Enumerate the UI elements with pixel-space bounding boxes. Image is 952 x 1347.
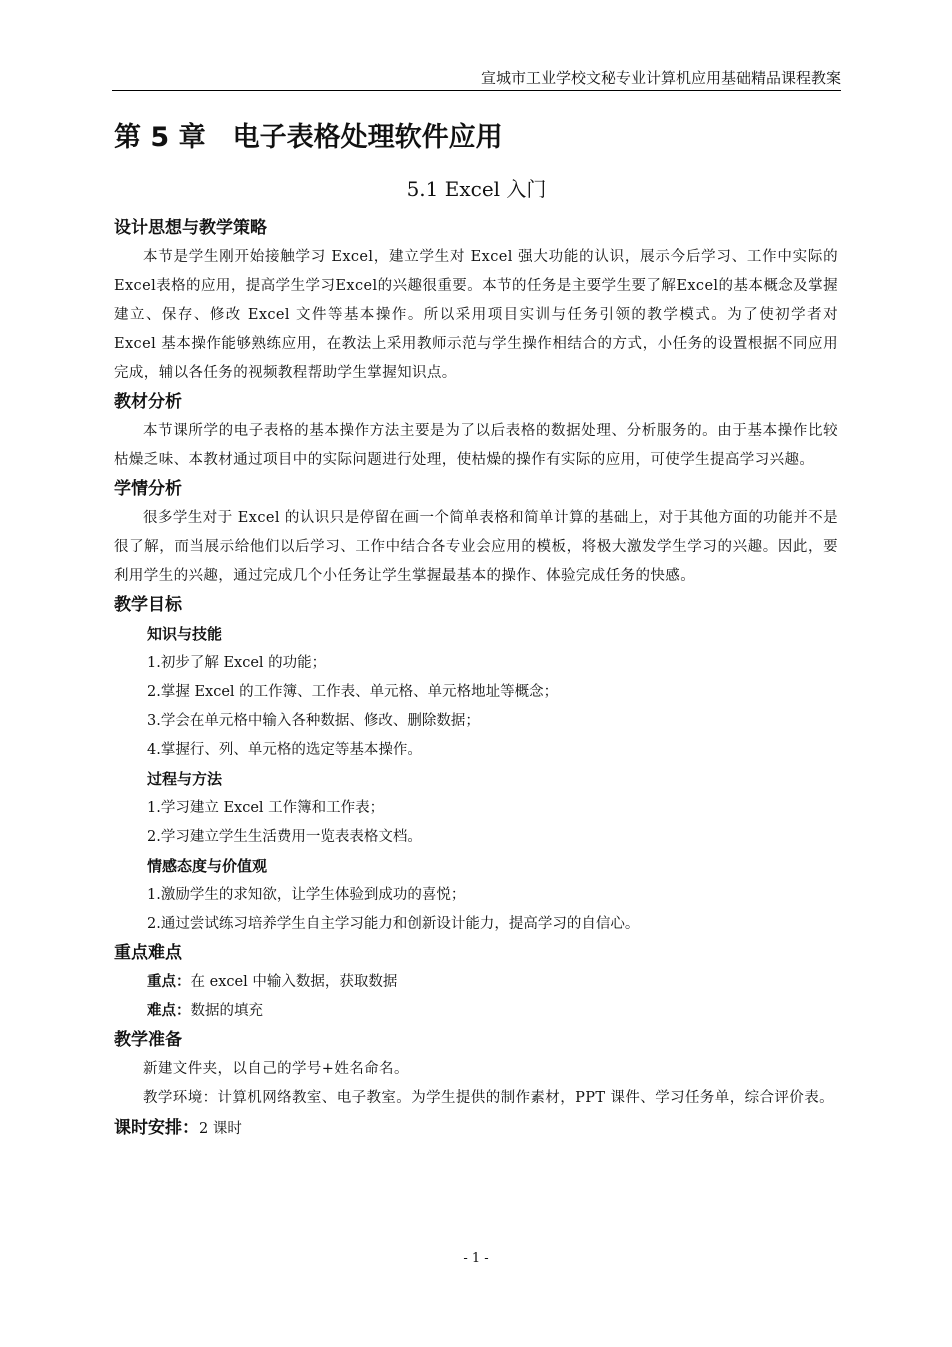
schedule-line xyxy=(114,1113,838,1142)
subheading-process: 过程与方法 xyxy=(147,770,223,788)
paragraph-students: 很多学生对于 Excel 的认识只是停留在画一个简单表格和简单计算的基础上，对于其他方面的功能并不是很了解，而当展示给他们以后学习、工作中结合各专业会应用的模板，将极大激发学生学习的兴趣。因此，要利用学生的兴趣，通过完成几个小任务让学生掌握最基本的操作、体验完成任务的快感。 xyxy=(114,510,838,584)
schedule-value: 2 课时 xyxy=(199,1121,242,1137)
list-item: 2.学习建立学生生活费用一览表表格文档。 xyxy=(147,829,422,845)
list-item: 1.学习建立 Excel 工作簿和工作表； xyxy=(147,800,385,816)
difficult-point-label: 难点： xyxy=(147,1003,191,1019)
paragraph-preparation-1: 新建文件夹，以自己的学号+姓名命名。 xyxy=(143,1061,409,1077)
heading-students: 学情分析 xyxy=(114,479,182,499)
key-point-line xyxy=(114,968,838,997)
section-title: 5.1 Excel 入门 xyxy=(406,177,547,201)
paragraph-materials: 本节课所学的电子表格的基本操作方法主要是为了以后表格的数据处理、分析服务的。由于基本操作比较枯燥乏味、本教材通过项目中的实际问题进行处理，使枯燥的操作有实际的应用，可使学生提高学习兴趣。 xyxy=(114,423,838,468)
subheading-emotion: 情感态度与价值观 xyxy=(147,857,268,875)
list-item: 1.初步了解 Excel 的功能； xyxy=(147,655,327,671)
page-header xyxy=(112,66,841,91)
heading-design: 设计思想与教学策略 xyxy=(114,218,267,238)
subheading-knowledge: 知识与技能 xyxy=(147,625,223,643)
heading-objectives: 教学目标 xyxy=(114,595,182,615)
difficult-point-value: 数据的填充 xyxy=(190,1003,263,1019)
heading-key-points: 重点难点 xyxy=(114,943,182,963)
difficult-point-line xyxy=(114,997,838,1026)
document-body xyxy=(114,214,838,1142)
paragraph-preparation-2: 教学环境：计算机网络教室、电子教室。为学生提供的制作素材，PPT 课件、学习任务单，综合评价表。 xyxy=(143,1090,834,1106)
list-item: 2.通过尝试练习培养学生自主学习能力和创新设计能力，提高学习的自信心。 xyxy=(147,916,640,932)
key-point-value: 在 excel 中输入数据，获取数据 xyxy=(190,974,398,990)
list-item: 2.掌握 Excel 的工作簿、工作表、单元格、单元格地址等概念； xyxy=(147,684,559,700)
page-number: - 1 - xyxy=(463,1251,489,1266)
list-item: 1.激励学生的求知欲，让学生体验到成功的喜悦； xyxy=(147,887,466,903)
schedule-label: 课时安排： xyxy=(114,1118,199,1138)
heading-materials: 教材分析 xyxy=(114,392,182,412)
paragraph-design: 本节是学生刚开始接触学习 Excel，建立学生对 Excel 强大功能的认识，展示今后学习、工作中实际的Excel表格的应用，提高学生学习Excel的兴趣很重要。本节的任务是主要学生要了解Excel的基本概念及掌握建立、保存、修改 Excel 文件等基本操作。所以采用项目实训与任务引领的教学模式。为了使初学者对 Excel 基本操作能够熟练应用，在教法上采用教师示范与学生操作相结合的方式，小任务的设置根据不同应用完成，辅以各任务的视频教程帮助学生掌握知识点。 xyxy=(114,249,838,381)
list-item: 4.掌握行、列、单元格的选定等基本操作。 xyxy=(147,742,422,758)
list-item: 3.学会在单元格中输入各种数据、修改、删除数据； xyxy=(147,713,480,729)
header-text: 宣城市工业学校文秘专业计算机应用基础精品课程教案 xyxy=(480,69,841,87)
chapter-title: 第 5 章 电子表格处理软件应用 xyxy=(114,122,503,153)
heading-preparation: 教学准备 xyxy=(114,1030,182,1050)
key-point-label: 重点： xyxy=(147,974,191,990)
